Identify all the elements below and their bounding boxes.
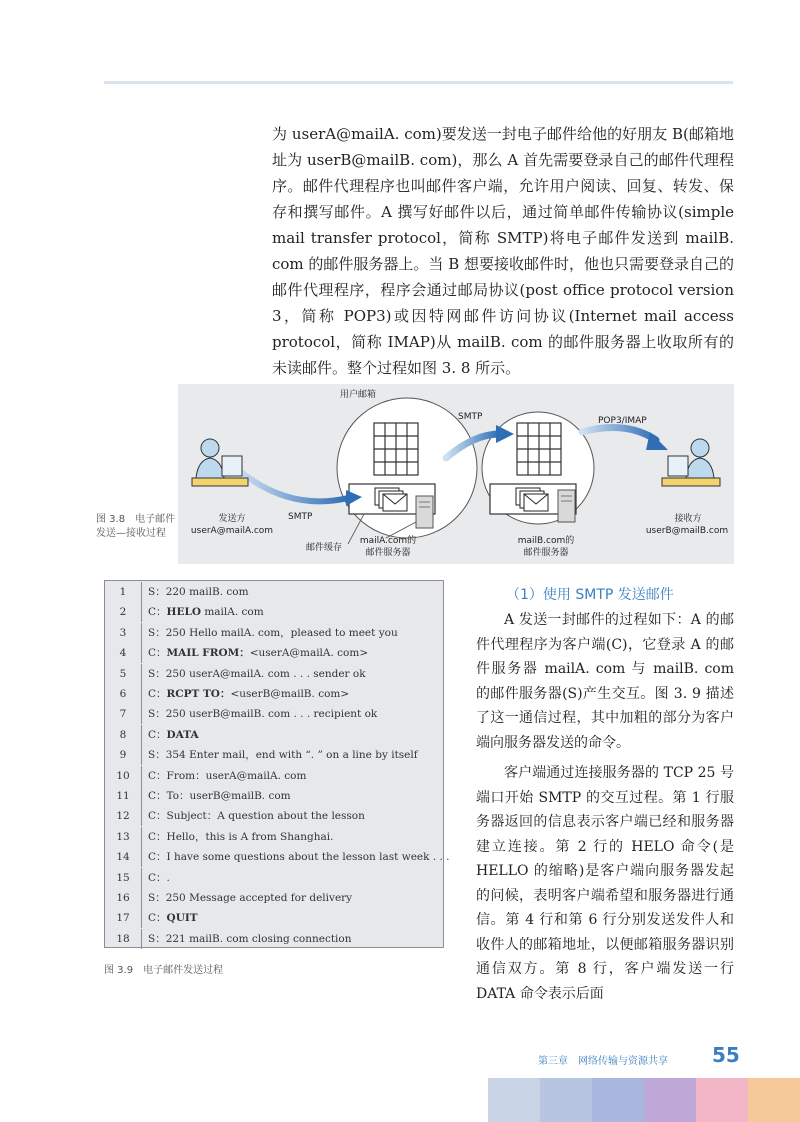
server-icon-b — [558, 490, 575, 522]
figure-3-8-caption: 图 3.8 电子邮件发送—接收过程 — [96, 514, 176, 539]
page-number: 55 — [712, 1043, 740, 1067]
transcript-line-number: 1 — [119, 586, 127, 598]
server-b-sub: 邮件服务器 — [523, 548, 569, 558]
transcript-line-text — [148, 582, 249, 602]
header-rule — [104, 81, 733, 84]
transcript-line-number: 17 — [116, 912, 130, 925]
transcript-row — [105, 888, 443, 908]
right-paragraph-1: A 发送一封邮件的过程如下：A 的邮件代理程序为客户端(C)，它登录 A 的邮件服务器 mailA. com 与 mailB. com 的邮件服务器(S)产生交互。图 3. 9 描述了这一通信过程，其中加粗的部分为客户端向服务器发送的命令。 — [476, 612, 734, 751]
smtp-transcript-table — [104, 580, 450, 948]
column-separator — [141, 766, 142, 786]
transcript-line-text — [148, 725, 199, 745]
footer-color-bar — [488, 1078, 800, 1122]
transcript-line-prefix: C： — [148, 606, 167, 619]
transcript-line-prefix: C：From：userA@mailA. com — [148, 769, 307, 782]
column-separator — [141, 684, 142, 704]
footer-bar-segment — [748, 1078, 800, 1122]
transcript-line-number: 10 — [116, 769, 130, 782]
transcript-line-prefix: S：221 mailB. com closing connection — [148, 932, 352, 945]
transcript-command: RCPT TO： — [166, 688, 231, 700]
transcript-line-text — [148, 704, 377, 724]
transcript-line-text — [148, 684, 349, 704]
column-separator — [141, 745, 142, 765]
column-separator — [141, 929, 142, 949]
transcript-line-text — [148, 766, 306, 786]
transcript-line-text — [148, 888, 352, 908]
transcript-line-text — [148, 745, 418, 765]
footer-bar-segment — [488, 1078, 540, 1122]
transcript-line-text — [148, 623, 398, 643]
transcript-line-prefix: C： — [148, 688, 167, 700]
transcript-line-number: 2 — [119, 606, 127, 619]
intro-paragraph: 为 userA@mailA. com)要发送一封电子邮件给他的好朋友 B(邮箱地址为 userB@mailB. com)，那么 A 首先需要登录自己的邮件代理程序。邮件代理程序也叫邮件客户端，允许用户阅读、回复、转发、保存和撰写邮件。A 撰写好邮件以后，通过简单邮件传输协议(simple mail transfer protocol，简称 SMTP)将电子邮件发送到 mailB. com 的邮件服务器上。当 B 想要接收邮件时，他也只需要登录自己的邮件代理程序，程序会通过邮局协议(post office protocol version 3，简称 POP3)或因特网邮件访问协议(Internet mail access protocol，简称 IMAP)从 mailB. com 的邮件服务器上收取所有的未读邮件。整个过程如图 3. 8 所示。 — [272, 125, 734, 377]
column-separator — [141, 704, 142, 724]
transcript-line-prefix: S：250 Message accepted for delivery — [148, 892, 353, 904]
mailbox-grid-b — [517, 423, 561, 475]
server-b-name: mailB.com的 — [517, 536, 575, 546]
transcript-row — [105, 929, 443, 949]
transcript-line-number: 7 — [119, 708, 127, 721]
right-column-text — [476, 608, 734, 1006]
transcript-row — [105, 602, 443, 622]
transcript-line-prefix: C：I have some questions about the lesson last week . . . — [148, 851, 450, 864]
receiver-address: userB@mailB.com — [645, 526, 729, 536]
footer-bar-segment — [592, 1078, 644, 1122]
sender-title: 发送方 — [218, 514, 246, 524]
transcript-line-number: 15 — [116, 871, 130, 884]
transcript-line-number: 11 — [116, 790, 130, 802]
transcript-row — [105, 786, 443, 806]
transcript-line-number: 5 — [119, 667, 127, 680]
label-user-mailbox: 用户邮箱 — [339, 390, 376, 400]
transcript-line-number: 4 — [119, 647, 127, 660]
label-mail-cache: 邮件缓存 — [306, 543, 343, 553]
transcript-line-text — [148, 827, 333, 847]
transcript-line-text — [148, 847, 450, 867]
column-separator — [141, 806, 142, 826]
email-flow-diagram — [178, 384, 734, 564]
transcript-line-text — [148, 868, 170, 888]
mailbox-grid-a — [374, 423, 418, 475]
label-pop3-imap: POP3/IMAP — [598, 416, 647, 426]
transcript-line-text — [148, 929, 352, 949]
transcript-command-argument: mailA. com — [201, 606, 264, 619]
transcript-line-prefix: S：250 Hello mailA. com，pleased to meet you — [148, 626, 398, 639]
column-separator — [141, 888, 142, 908]
transcript-row — [105, 908, 443, 928]
column-separator — [141, 868, 142, 888]
transcript-command-argument: <userB@mailB. com> — [230, 688, 350, 700]
label-smtp-bottom: SMTP — [288, 512, 313, 522]
transcript-line-number: 12 — [116, 810, 130, 823]
column-separator — [141, 908, 142, 928]
transcript-line-prefix: C：. — [148, 871, 170, 884]
transcript-line-number: 18 — [116, 932, 130, 945]
transcript-row — [105, 827, 443, 847]
transcript-row — [105, 847, 450, 867]
transcript-line-number: 9 — [119, 749, 127, 762]
column-separator — [141, 643, 142, 663]
column-separator — [141, 664, 142, 684]
transcript-line-prefix: C： — [148, 912, 167, 925]
receiver-title: 接收方 — [674, 514, 702, 524]
footer-bar-segment — [696, 1078, 748, 1122]
footer-bar-segment — [540, 1078, 592, 1122]
transcript-line-prefix: C：Hello，this is A from Shanghai. — [148, 830, 334, 843]
transcript-row — [105, 582, 443, 602]
transcript-line-number: 16 — [116, 892, 130, 904]
transcript-row — [105, 664, 443, 684]
transcript-command-argument: <userA@mailA. com> — [249, 647, 369, 660]
transcript-row — [105, 643, 443, 663]
transcript-line-number: 6 — [119, 688, 127, 700]
transcript-line-prefix: S：354 Enter mail，end with “. ” on a line by itself — [148, 749, 418, 762]
transcript-row — [105, 868, 443, 888]
transcript-line-number: 8 — [119, 728, 127, 741]
transcript-command: DATA — [166, 728, 199, 741]
transcript-line-prefix: S：250 userA@mailA. com . . . sender ok — [148, 667, 366, 680]
figure-email-flow — [178, 384, 734, 564]
intro-paragraph-block — [272, 121, 734, 381]
transcript-line-prefix: C：To：userB@mailB. com — [148, 790, 291, 802]
transcript-row — [105, 745, 443, 765]
transcript-line-prefix: C： — [148, 728, 167, 741]
transcript-line-prefix: S：250 userB@mailB. com . . . recipient ok — [148, 708, 378, 721]
sender-address: userA@mailA.com — [190, 526, 274, 536]
receiver-person-icon — [662, 439, 720, 486]
arrow-sender-to-server-a — [236, 468, 348, 501]
server-a-name: mailA.com的 — [359, 536, 417, 546]
column-separator — [141, 582, 142, 602]
column-separator — [141, 847, 142, 867]
transcript-row — [105, 684, 443, 704]
transcript-line-text — [148, 806, 365, 826]
column-separator — [141, 827, 142, 847]
transcript-command: QUIT — [166, 912, 198, 925]
section-heading: （1）使用 SMTP 发送邮件 — [506, 587, 674, 603]
transcript-row — [105, 806, 443, 826]
right-paragraph-2: 客户端通过连接服务器的 TCP 25 号端口开始 SMTP 的交互过程。第 1 行服务器返回的信息表示客户端已经和服务器建立连接。第 2 行的 HELO 命令(是 HELLO 的缩略)是客户端向服务器发起的问候，表明客户端希望和服务器进行通信。第 4 行和第 6 行分别发送发件人和收件人的邮箱地址，以便邮箱服务器识别通信双方。第 8 行，客户端发送一行 DATA 命令表示后面 — [476, 765, 734, 1002]
transcript-row — [105, 766, 443, 786]
server-a-sub: 邮件服务器 — [365, 548, 411, 558]
footer-chapter-title: 第三章 网络传输与资源共享 — [538, 1056, 668, 1067]
arrow-server-b-to-receiver — [582, 428, 656, 441]
transcript-line-number: 13 — [116, 830, 130, 843]
label-smtp-top: SMTP — [458, 412, 483, 422]
transcript-line-text — [148, 643, 368, 663]
transcript-line-number: 14 — [116, 851, 130, 864]
sender-person-icon — [192, 439, 248, 486]
column-separator — [141, 602, 142, 622]
transcript-line-text — [148, 664, 366, 684]
server-icon-a — [416, 496, 433, 528]
transcript-line-text — [148, 908, 198, 928]
transcript-line-prefix: C：Subject：A question about the lesson — [148, 810, 365, 823]
transcript-row — [105, 704, 443, 724]
transcript-line-text — [148, 602, 264, 622]
transcript-command: HELO — [166, 606, 201, 619]
transcript-row — [105, 725, 443, 745]
column-separator — [141, 725, 142, 745]
transcript-row — [105, 623, 443, 643]
transcript-line-text — [148, 786, 291, 806]
column-separator — [141, 786, 142, 806]
column-separator — [141, 623, 142, 643]
figure-3-9-caption: 图 3.9 电子邮件发送过程 — [104, 965, 224, 976]
transcript-command: MAIL FROM： — [166, 647, 250, 660]
transcript-line-prefix: S：220 mailB. com — [148, 586, 249, 598]
transcript-line-prefix: C： — [148, 647, 167, 660]
footer-bar-segment — [644, 1078, 696, 1122]
transcript-line-number: 3 — [119, 626, 127, 639]
